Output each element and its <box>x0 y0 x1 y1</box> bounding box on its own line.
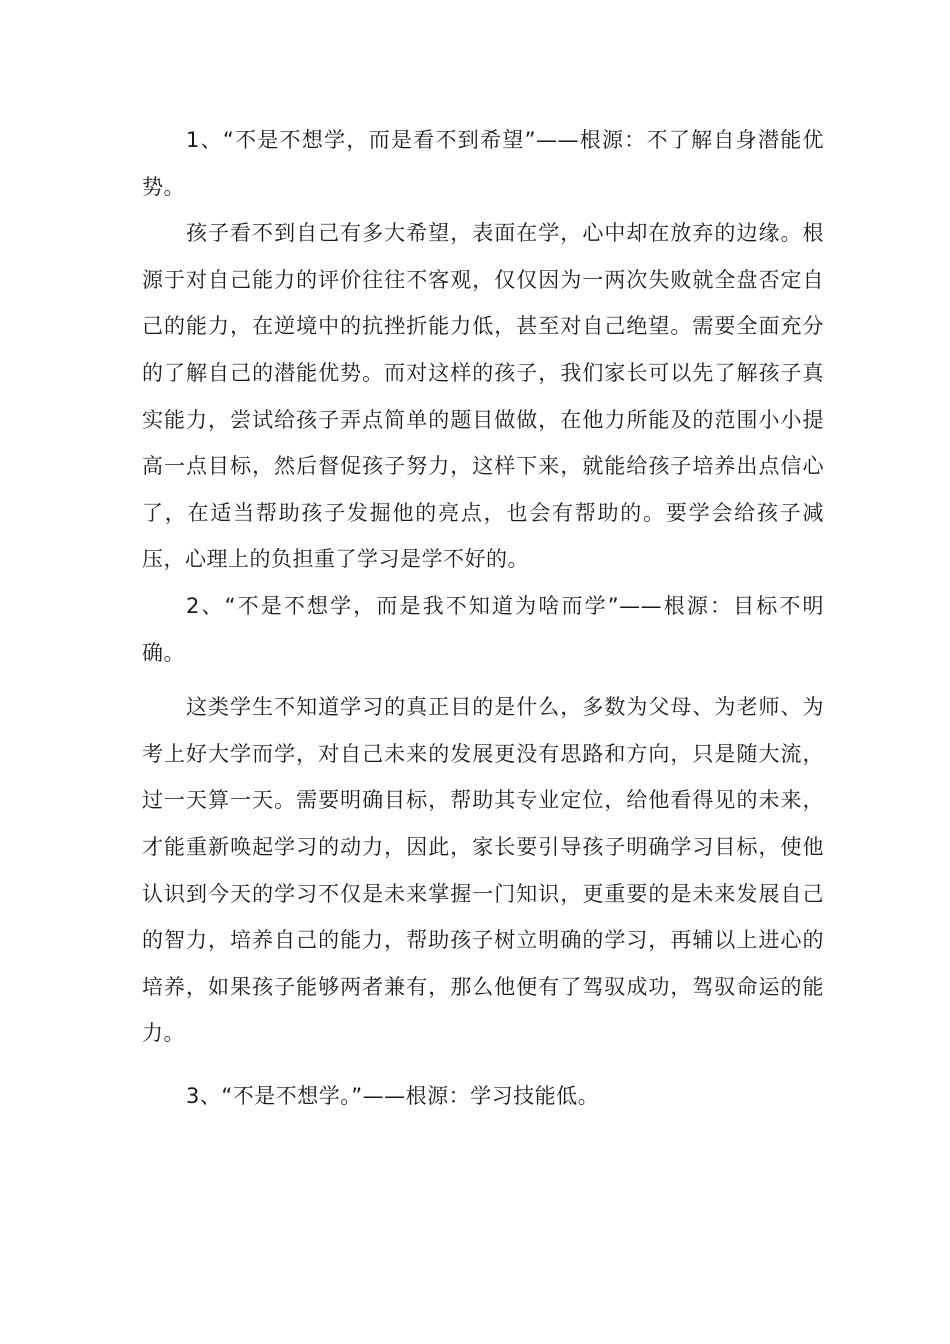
paragraph-heading-1: 1、“不是不想学，而是看不到希望”——根源：不了解自身潜能优势。 <box>142 128 824 199</box>
paragraph-body-1: 孩子看不到自己有多大希望，表面在学，心中却在放弃的边缘。根源于对自己能力的评价往往不客观，仅仅因为一两次失败就全盘否定自己的能力，在逆境中的抗挫折能力低，甚至对自己绝望。需要全面充分的了解自己的潜能优势。而对这样的孩子，我们家长可以先了解孩子真实能力，尝试给孩子弄点简单的题目做做，在他力所能及的范围小小提高一点目标，然后督促孩子努力，这样下来，就能给孩子培养出点信心了，在适当帮助孩子发掘他的亮点，也会有帮助的。要学会给孩子减压，心理上的负担重了学习是学不好的。 <box>142 221 824 572</box>
document-body <box>142 117 824 1119</box>
paragraph-heading-2: 2、“不是不想学，而是我不知道为啥而学”——根源：目标不明确。 <box>142 593 824 665</box>
paragraph-body-2: 这类学生不知道学习的真正目的是什么，多数为父母、为老师、为考上好大学而学，对自己未来的发展更没有思路和方向，只是随大流，过一天算一天。需要明确目标，帮助其专业定位，给他看得见的未来，才能重新唤起学习的动力，因此，家长要引导孩子明确学习目标，使他认识到今天的学习不仅是未来掌握一门知识，更重要的是未来发展自己的智力，培养自己的能力，帮助孩子树立明确的学习，再辅以上进心的培养，如果孩子能够两者兼有，那么他便有了驾驭成功，驾驭命运的能力。 <box>142 695 824 1046</box>
paragraph-heading-3: 3、“不是不想学。”——根源：学习技能低。 <box>186 1083 600 1108</box>
